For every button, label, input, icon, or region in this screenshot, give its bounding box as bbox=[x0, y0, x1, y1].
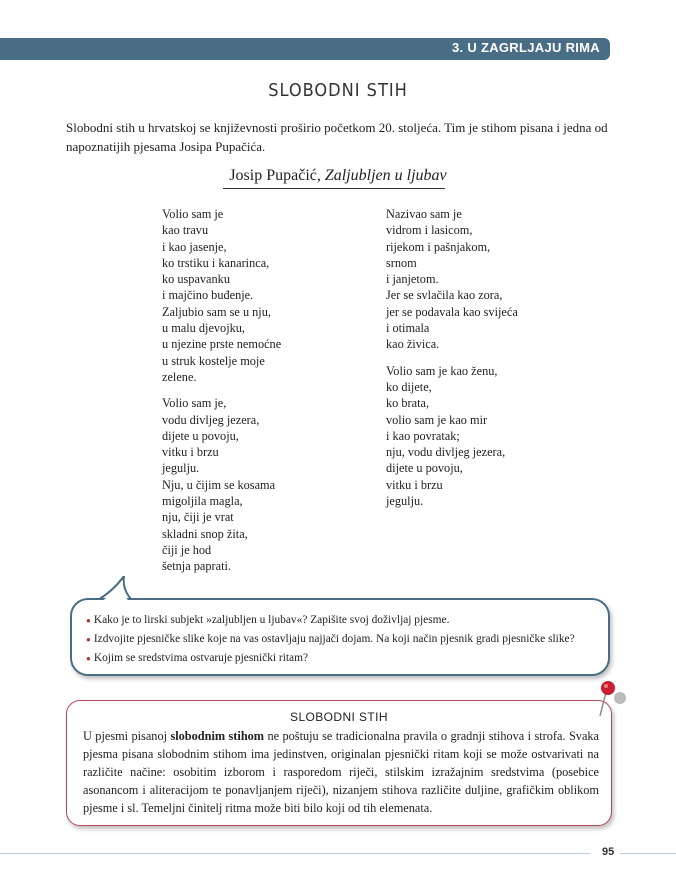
page-number: 95 bbox=[602, 846, 615, 858]
footer-rule-right bbox=[620, 853, 676, 854]
question-item bbox=[86, 633, 575, 645]
definition-title: SLOBODNI STIH bbox=[290, 710, 388, 724]
definition-term: slobodnim stihom bbox=[170, 729, 265, 743]
pushpin-icon bbox=[596, 678, 632, 722]
poem-stanza: Volio sam je kao ženu, ko dijete, ko brata, volio sam je kao mir i kao povratak; nju, vodu divljeg jezera, dijete u povoju, vitku i brzu jegulju. bbox=[386, 363, 506, 509]
page-title: SLOBODNI STIH bbox=[268, 80, 408, 101]
poem-author: Josip Pupačić, bbox=[229, 167, 325, 184]
definition-box bbox=[66, 700, 612, 826]
definition-text bbox=[83, 727, 599, 817]
poem-column-left bbox=[162, 206, 281, 585]
poem-title: Zaljubljen u ljubav bbox=[324, 167, 447, 184]
poem-heading bbox=[0, 167, 676, 185]
chapter-header-bar bbox=[0, 38, 610, 60]
poem-column-right bbox=[386, 206, 518, 519]
bullet-icon: ● bbox=[86, 654, 91, 663]
poem-stanza: Volio sam je, vodu divljeg jezera, dijete u povoju, vitku i brzu jegulju. Nju, u čijim se kosama migoljila magla, nju, čiji je vrat skladni snop žita, čiji je hod šetnja paprati. bbox=[162, 396, 276, 574]
chapter-title: 3. U ZAGRLJAJU RIMA bbox=[452, 40, 600, 55]
poem-stanza: Volio sam je kao travu i kao jasenje, ko trstiku i kanarinca, ko uspavanku i majčino buđenje. Zaljubio sam se u nju, u malu djevojku, u njezine prste nemoćne u struk kostelje moje zelene. bbox=[162, 207, 282, 384]
poem-stanza: Nazivao sam je vidrom i lasicom, rijekom i pašnjakom, srnom i janjetom. Jer se svlačila kao zora, jer se podavala kao svijeća i otimala kao živica. bbox=[386, 207, 518, 352]
question-text: Kako je to lirski subjekt »zaljubljen u ljubav«? Zapišite svoj doživljaj pjesme. bbox=[93, 614, 450, 626]
definition-text-start: U pjesmi pisanoj bbox=[83, 729, 171, 743]
bullet-icon: ● bbox=[86, 616, 91, 625]
intro-paragraph: Slobodni stih u hrvatskoj se književnosti proširio početkom 20. stoljeća. Tim je stihom pisana i jedna od napoznatijih pjesama Josipa Pupačića. bbox=[66, 120, 608, 154]
question-item bbox=[86, 614, 449, 626]
bullet-icon: ● bbox=[86, 635, 91, 644]
definition-text-rest: ne poštuju se tradicionalna pravila o gradnji stihova i strofa. Svaka pjesma pisana slobodnim stihom ima jedinstven, originalan pjesnički ritam koji se može ostvarivati na različite načine: osobitim izborom i rasporedom riječi, stilskim izražajnim sredstvima (posebice asonancom i aliteracijom te ponavljanjem riječi), nizanjem stihova različite duljine, grafičkim oblikom pjesme i sl. Temeljni činitelj ritma može biti bilo koji od tih elemenata. bbox=[83, 729, 600, 815]
question-item bbox=[86, 652, 308, 664]
question-text: Kojim se sredstvima ostvaruje pjesnički ritam? bbox=[93, 652, 309, 664]
footer-rule bbox=[0, 853, 590, 854]
question-text: Izdvojite pjesničke slike koje na vas ostavljaju najjači dojam. Na koji način pjesnik gradi pjesničke slike? bbox=[93, 633, 575, 645]
poem-heading-underline bbox=[223, 188, 445, 189]
